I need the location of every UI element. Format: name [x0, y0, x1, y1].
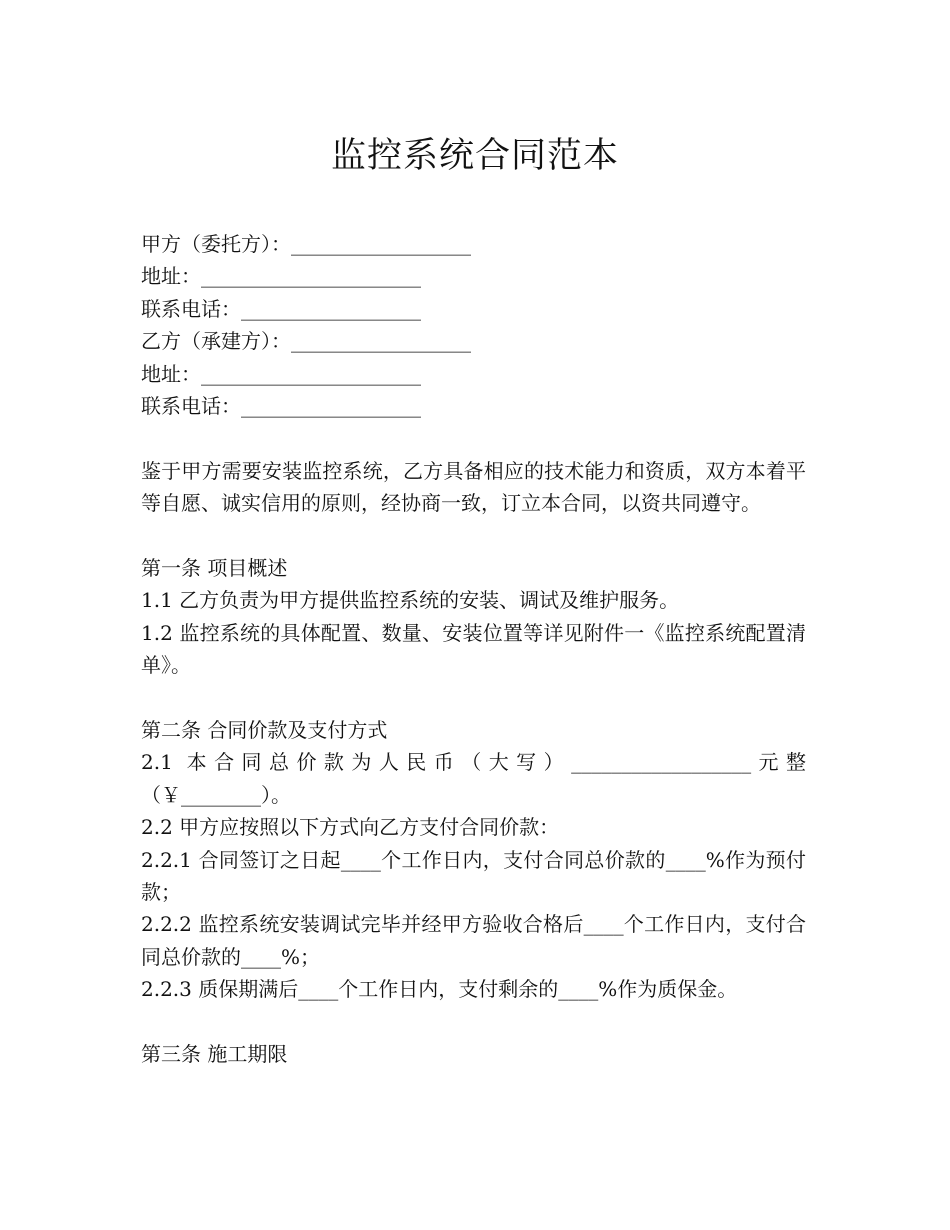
clause-2-2-3: 2.2.3 质保期满后____个工作日内，支付剩余的____%作为质保金。 — [141, 977, 738, 1002]
clause-2-2-1: 2.2.1 合同签订之日起____个工作日内，支付合同总价款的____%作为预付款； — [141, 847, 806, 905]
article-2-heading: 第二条 合同价款及支付方式 — [141, 718, 388, 743]
party-a-name-line: 甲方（委托方）：__________________ — [141, 232, 471, 256]
clause-1-2: 1.2 监控系统的具体配置、数量、安装位置等详见附件一《监控系统配置清单》。 — [141, 620, 806, 678]
party-b-name-line: 乙方（承建方）：__________________ — [141, 329, 471, 354]
preamble-paragraph: 鉴于甲方需要安装监控系统，乙方具备相应的技术能力和资质，双方本着平等自愿、诚实信用的原则，经协商一致，订立本合同，以资共同遵守。 — [141, 458, 806, 516]
spacer — [141, 1006, 806, 1038]
clause-2-2: 2.2 甲方应按照以下方式向乙方支付合同价款： — [141, 815, 560, 840]
party-a-phone-line: 联系电话：__________________ — [141, 296, 421, 321]
party-b-phone-line: 联系电话：__________________ — [141, 394, 421, 419]
party-b-address-line: 地址：______________________ — [141, 361, 421, 386]
document-title: 监控系统合同范本 — [330, 136, 619, 176]
clause-1-1: 1.1 乙方负责为甲方提供监控系统的安装、调试及维护服务。 — [141, 588, 680, 613]
spacer — [141, 682, 806, 714]
spacer — [141, 422, 806, 454]
document-body — [141, 228, 806, 1071]
article-3-heading: 第三条 施工期限 — [141, 1042, 288, 1067]
clause-2-2-2: 2.2.2 监控系统安装调试完毕并经甲方验收合格后____个工作日内，支付合同总价款的____%； — [141, 912, 806, 969]
spacer — [141, 520, 806, 552]
clause-2-1: 2.1 本合同总价款为人民币（大写）__________________元整（￥________）。 — [141, 750, 806, 807]
article-1-heading: 第一条 项目概述 — [141, 556, 288, 581]
party-a-address-line: 地址：______________________ — [141, 264, 421, 289]
